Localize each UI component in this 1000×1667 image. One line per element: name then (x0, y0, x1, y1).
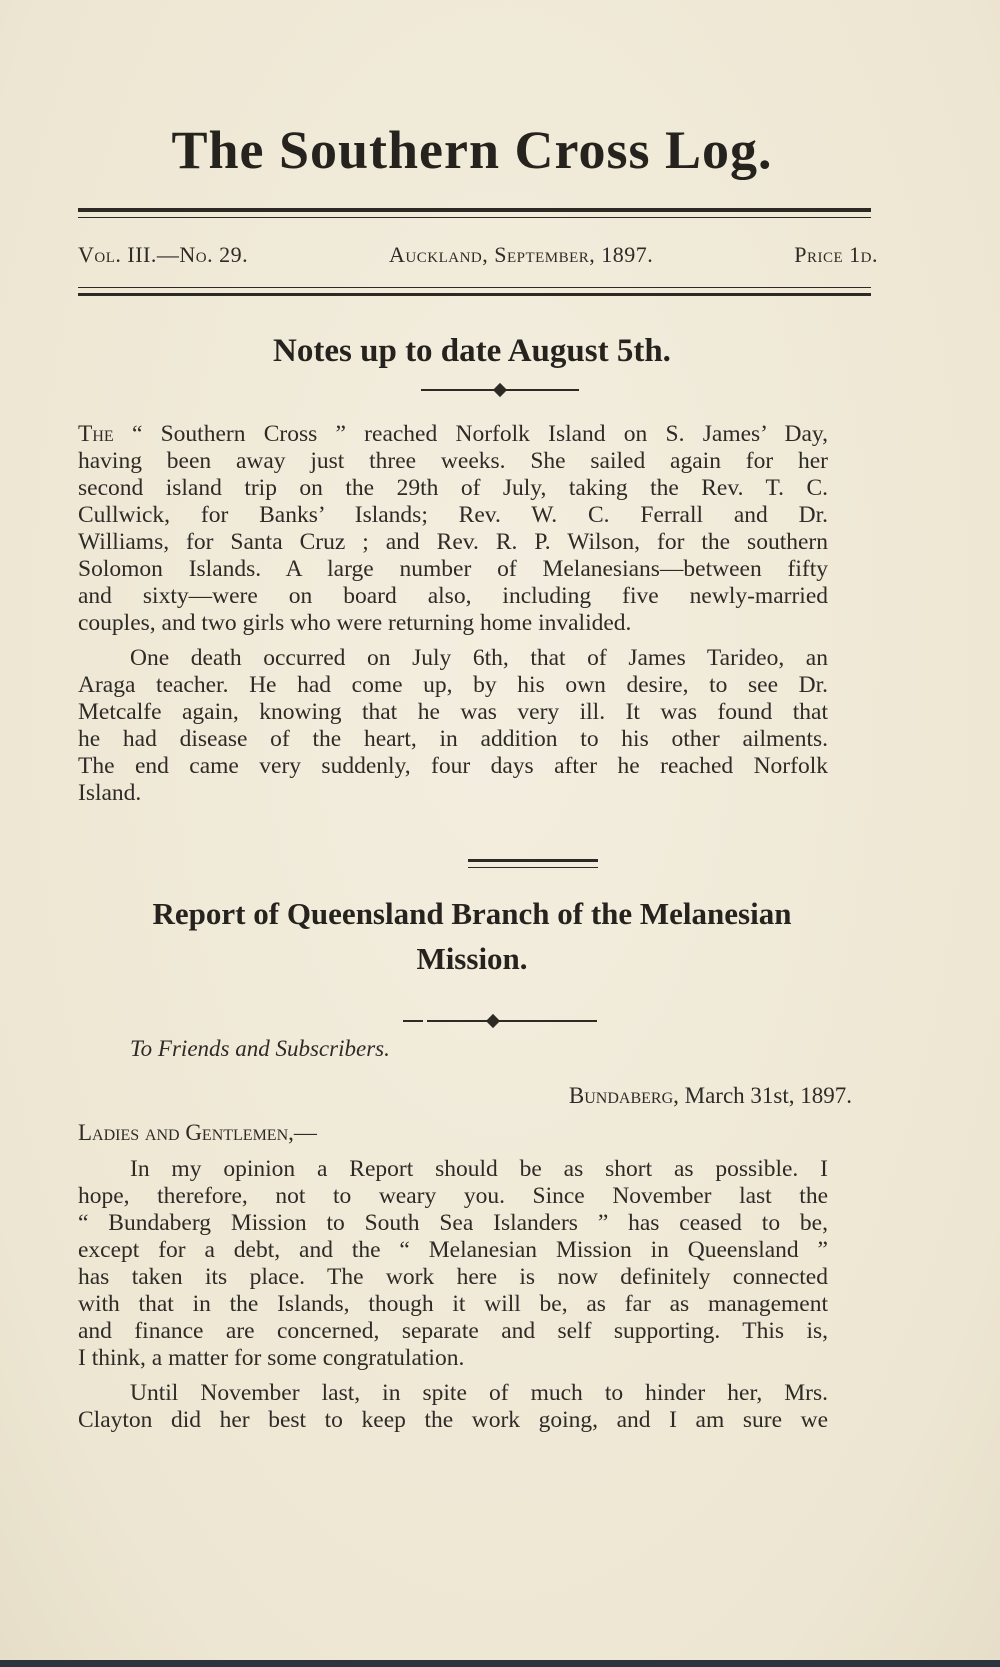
report-paragraph-1 (78, 1156, 828, 1372)
greeting: Ladies and Gentlemen,— (78, 1120, 317, 1145)
salutation-to: To Friends and Subscribers. (130, 1036, 390, 1061)
text-line: except for a debt, and the “ Melanesian Mission in Queensland ” (78, 1237, 828, 1263)
text-line: couples, and two girls who were returning home invalided. (78, 610, 632, 636)
text-line: having been away just three weeks. She sailed again for her (78, 448, 828, 474)
text-line: second island trip on the 29th of July, taking the Rev. T. C. (78, 475, 828, 501)
report-paragraph-2 (78, 1380, 828, 1434)
report-heading-line-2: Mission. (416, 941, 528, 976)
lead-word: The (78, 421, 114, 447)
text-line: One death occurred on July 6th, that of James Tarideo, an (130, 645, 828, 671)
scan-edge (0, 1660, 1000, 1667)
notes-paragraph-1 (78, 421, 828, 637)
notes-heading: Notes up to date August 5th. (273, 333, 671, 369)
notes-paragraph-2 (78, 645, 828, 807)
section-rule-thick (468, 859, 598, 862)
masthead-title: The Southern Cross Log. (171, 120, 773, 180)
ornament-divider (0, 1016, 1000, 1026)
text-line: Until November last, in spite of much to hinder her, Mrs. (130, 1380, 828, 1406)
text-line: with that in the Islands, though it will be, as far as management (78, 1291, 828, 1317)
report-heading-line-1: Report of Queensland Branch of the Melanesian (152, 896, 792, 931)
text-line: Solomon Islands. A large number of Melanesians—between fifty (78, 556, 828, 582)
masthead-rule-thick (78, 208, 871, 212)
text-line: Cullwick, for Banks’ Islands; Rev. W. C. Ferrall and Dr. (78, 502, 828, 528)
issue-place-date: Auckland, September, 1897. (389, 242, 654, 267)
section-rule-thin (468, 867, 598, 868)
text-line: Williams, for Santa Cruz ; and Rev. R. P. Wilson, for the southern (78, 529, 828, 555)
text-line: and sixty—were on board also, including five newly-married (78, 583, 828, 609)
text-line: “ Bundaberg Mission to South Sea Islanders ” has ceased to be, (78, 1210, 828, 1236)
text-line: “ Southern Cross ” reached Norfolk Island on S. James’ Day, (131, 421, 829, 447)
issue-price: Price 1d. (794, 242, 878, 267)
issue-rule-thick (78, 293, 871, 296)
issue-volume: Vol. III.—No. 29. (78, 242, 249, 267)
text-line: Clayton did her best to keep the work going, and I am sure we (78, 1407, 828, 1433)
masthead-rule-thin (78, 217, 871, 218)
text-line: Araga teacher. He had come up, by his own desire, to see Dr. (78, 672, 828, 698)
text-line: I think, a matter for some congratulation. (78, 1345, 465, 1371)
text-line: The end came very suddenly, four days after he reached Norfolk (78, 753, 828, 779)
text-line: and finance are concerned, separate and self supporting. This is, (78, 1318, 828, 1344)
dateline (569, 1083, 852, 1109)
text-line: has taken its place. The work here is now definitely connected (78, 1264, 828, 1290)
text-line: hope, therefore, not to weary you. Since November last the (78, 1183, 828, 1209)
dateline-place: Bundaberg, (568, 1083, 679, 1108)
text-line: Island. (78, 780, 142, 806)
text-line: Metcalfe again, knowing that he was very ill. It was found that (78, 699, 828, 725)
issue-rule-thin (78, 287, 871, 288)
ornament-divider (0, 385, 1000, 395)
text-line: he had disease of the heart, in addition to his other ailments. (78, 726, 828, 752)
dateline-date: March 31st, 1897. (684, 1083, 852, 1108)
text-line: In my opinion a Report should be as short as possible. I (130, 1156, 828, 1182)
issue-line (78, 242, 878, 268)
